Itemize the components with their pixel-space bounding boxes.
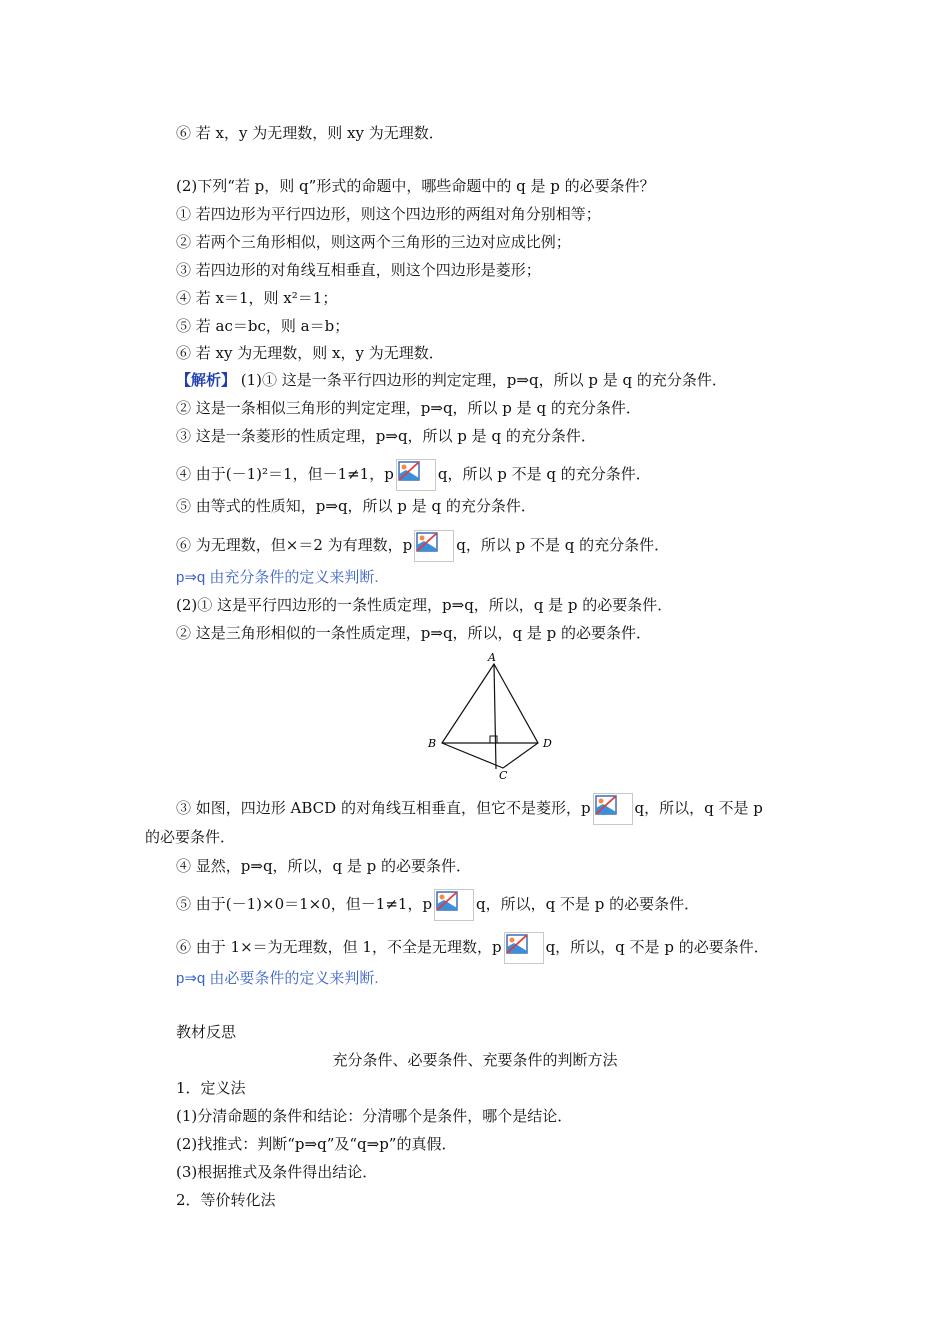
- analysis-text: (1)① 这是一条平行四边形的判定定理，p⇒q，所以 p 是 q 的充分条件．: [236, 371, 727, 389]
- kite-figure: [420, 650, 560, 780]
- text-segment: ⑥ 为无理数，但×＝2 为有理数，p: [176, 536, 413, 554]
- text-line: ⑥ 若 xy 为无理数，则 x，y 为无理数．: [176, 344, 444, 362]
- text-line: ⑥ 若 x，y 为无理数，则 xy 为无理数．: [176, 124, 444, 142]
- text-line: (2)找推式：判断“p⇒q”及“q⇒p”的真假．: [176, 1135, 457, 1153]
- text-line: [176, 530, 669, 562]
- label-c: C: [499, 769, 508, 780]
- text-segment: ⑥ 由于 1×＝为无理数，但 1，不全是无理数，p: [176, 938, 502, 956]
- text-line: ④ 显然，p⇒q，所以，q 是 p 的必要条件．: [176, 857, 472, 875]
- label-b: B: [428, 737, 437, 750]
- text-line: (1)分清命题的条件和结论：分清哪个是条件，哪个是结论．: [176, 1107, 573, 1125]
- text-line: [176, 932, 769, 964]
- text-line: ③ 若四边形的对角线互相垂直，则这个四边形是菱形；: [176, 261, 541, 279]
- label-d: D: [543, 737, 552, 750]
- text-line: ⑤ 由等式的性质知，p⇒q，所以 p 是 q 的充分条件．: [176, 497, 536, 515]
- section-heading: 教材反思: [176, 1023, 237, 1041]
- text-line: ① 若四边形为平行四边形，则这个四边形的两组对角分别相等；: [176, 205, 601, 223]
- text-line: [176, 793, 763, 825]
- text-line: ⑤ 若 ac＝bc，则 a＝b；: [176, 317, 350, 335]
- diagonal-ac: [494, 664, 496, 769]
- text-segment: q，所以，q 不是 p 的必要条件．: [476, 895, 700, 913]
- text-line: ② 这是一条相似三角形的判定定理，p⇒q，所以 p 是 q 的充分条件．: [176, 399, 641, 417]
- text-segment: ③ 如图，四边形 ABCD 的对角线互相垂直，但它不是菱形，p: [176, 799, 591, 817]
- question-2: (2)下列“若 p，则 q”形式的命题中，哪些命题中的 q 是 p 的必要条件？: [176, 177, 655, 195]
- text-segment: ④ 由于(－1)²＝1，但－1≠1，p: [176, 465, 394, 483]
- text-segment: q，所以，q 不是 p: [634, 799, 763, 817]
- text-line: 1．定义法: [176, 1079, 246, 1097]
- broken-image-icon: [414, 530, 454, 562]
- text-line: [176, 889, 699, 921]
- broken-image-icon: [593, 793, 633, 825]
- text-segment: q，所以 p 不是 q 的充分条件．: [456, 536, 670, 554]
- text-line: 的必要条件．: [145, 828, 236, 846]
- section-title: 充分条件、必要条件、充要条件的判断方法: [332, 1051, 618, 1069]
- analysis-line: [176, 370, 727, 390]
- text-line: ② 若两个三角形相似，则这两个三角形的三边对应成比例；: [176, 233, 571, 251]
- text-line: [176, 459, 651, 491]
- text-line: (2)① 这是平行四边形的一条性质定理，p⇒q，所以，q 是 p 的必要条件．: [176, 596, 673, 614]
- label-a: A: [488, 651, 496, 664]
- text-line: 2．等价转化法: [176, 1191, 276, 1209]
- broken-image-icon: [504, 932, 544, 964]
- note-line: p⇒q 由必要条件的定义来判断.: [176, 970, 379, 987]
- text-segment: q，所以，q 不是 p 的必要条件．: [545, 938, 769, 956]
- text-line: ④ 若 x＝1，则 x²＝1；: [176, 289, 338, 307]
- analysis-tag: 【解析】: [176, 371, 237, 389]
- broken-image-icon: [434, 889, 474, 921]
- text-line: (3)根据推式及条件得出结论．: [176, 1163, 378, 1181]
- text-line: ③ 这是一条菱形的性质定理，p⇒q，所以 p 是 q 的充分条件．: [176, 427, 596, 445]
- text-segment: q，所以 p 不是 q 的充分条件．: [437, 465, 651, 483]
- note-line: p⇒q 由充分条件的定义来判断.: [176, 569, 379, 586]
- broken-image-icon: [396, 459, 436, 491]
- text-segment: ⑤ 由于(－1)×0＝1×0，但－1≠1，p: [176, 895, 433, 913]
- text-line: ② 这是三角形相似的一条性质定理，p⇒q，所以，q 是 p 的必要条件．: [176, 624, 652, 642]
- kite-outline: [442, 664, 538, 768]
